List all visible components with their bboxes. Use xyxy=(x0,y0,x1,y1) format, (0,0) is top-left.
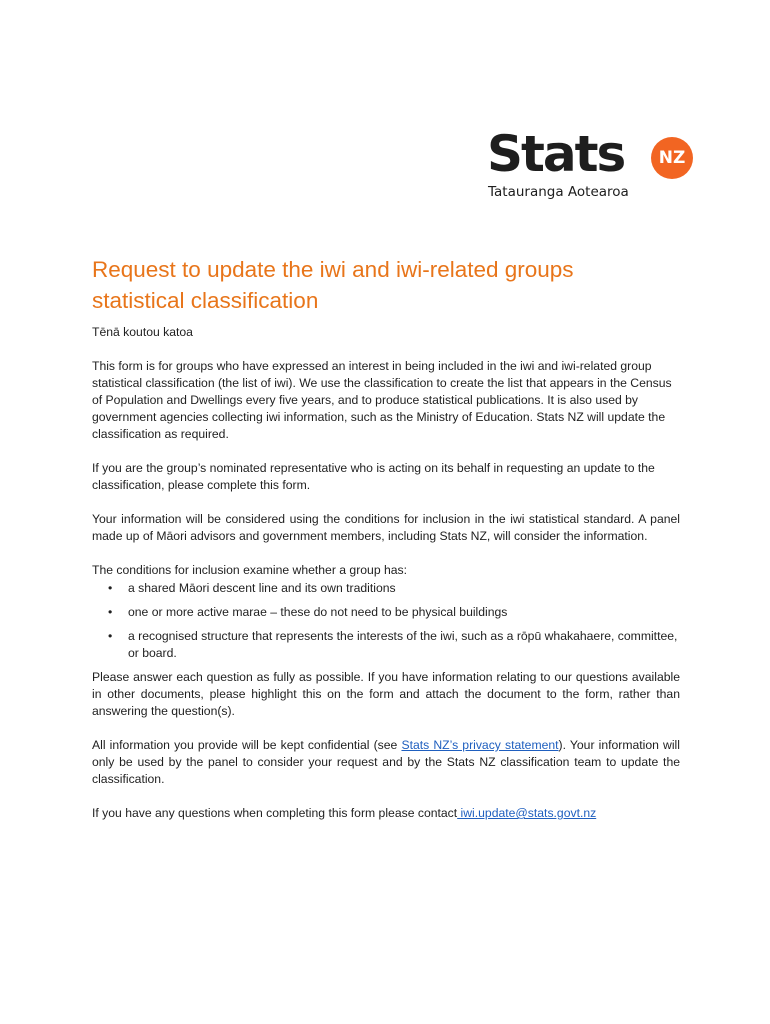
answer-paragraph: Please answer each question as fully as possible. If you have information relating to our questions available in other documents, please highlight this on the form and attach the document to the form, rather than answering the question(s). xyxy=(92,670,680,718)
representative-paragraph: If you are the group’s nominated representative who is acting on its behalf in requesting an update to the classification, please complete this form. xyxy=(92,461,655,492)
contact-email-link[interactable]: iwi.update@stats.govt.nz xyxy=(457,806,597,820)
logo-subtitle: Tatauranga Aotearoa xyxy=(488,184,629,200)
document-title xyxy=(92,254,680,316)
logo-wordmark: Stats xyxy=(487,125,625,183)
condition-text: one or more active marae – these do not need to be physical buildings xyxy=(128,605,508,619)
logo-nz-badge: NZ xyxy=(651,137,693,179)
confidentiality-paragraph xyxy=(92,737,680,788)
document-body xyxy=(92,254,680,822)
list-item xyxy=(108,604,680,621)
bullet-icon: • xyxy=(108,605,113,619)
confidentiality-text-before: All information you provide will be kept confidential (see xyxy=(92,738,402,752)
list-item xyxy=(108,628,680,662)
condition-text: a shared Māori descent line and its own traditions xyxy=(128,581,396,595)
title-line-2: statistical classification xyxy=(92,288,319,313)
panel-paragraph: Your information will be considered using the conditions for inclusion in the iwi statistical standard. A panel made up of Māori advisors and government members, including Stats NZ, will consider the information. xyxy=(92,512,680,543)
condition-text: a recognised structure that represents the interests of the iwi, such as a rōpū whakahaere, committee, or board. xyxy=(128,629,678,660)
contact-paragraph xyxy=(92,805,680,822)
conditions-intro: The conditions for inclusion examine whether a group has: xyxy=(92,563,408,577)
privacy-statement-link[interactable]: Stats NZ’s privacy statement xyxy=(401,738,559,752)
list-item xyxy=(108,580,680,597)
conditions-list xyxy=(92,580,680,662)
stats-nz-logo xyxy=(487,126,717,206)
intro-paragraph: This form is for groups who have expressed an interest in being included in the iwi and iwi-related group statistical classification (the list of iwi). We use the classification to create the list that appears in the Census of Population and Dwellings every five years, and to produce statistical publications. It is also used by government agencies collecting iwi information, such as the Ministry of Education. Stats NZ will update the classification as required. xyxy=(92,359,672,441)
title-line-1: Request to update the iwi and iwi-related groups xyxy=(92,257,574,282)
bullet-icon: • xyxy=(108,581,113,595)
greeting: Tēnā koutou katoa xyxy=(92,325,193,339)
confidentiality-text-after: ). Your information will only be used by the panel to consider your request and by the Stats NZ classification team to update the classification. xyxy=(92,738,680,786)
bullet-icon: • xyxy=(108,629,113,643)
contact-text: If you have any questions when completing this form please contact xyxy=(92,806,458,820)
